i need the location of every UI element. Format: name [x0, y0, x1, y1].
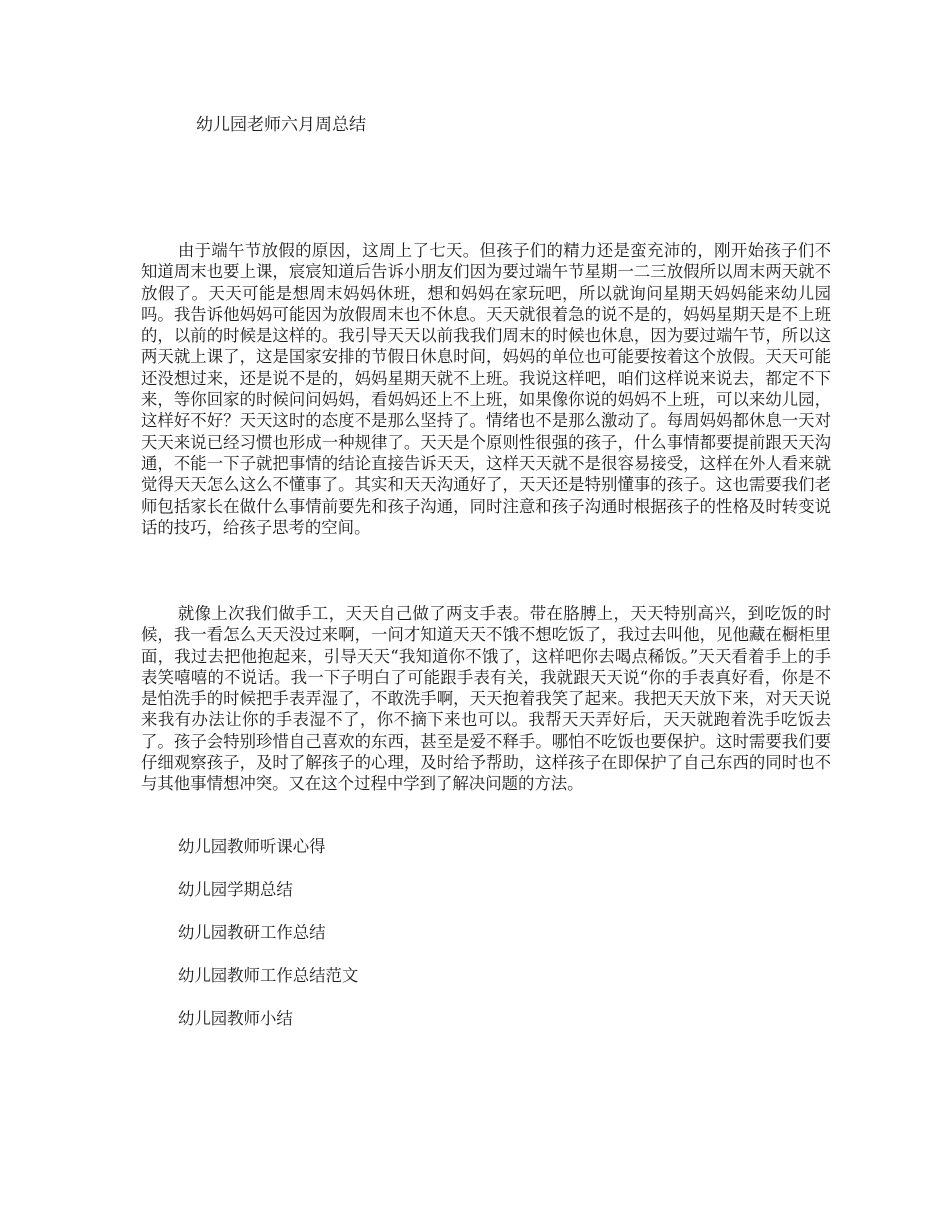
related-link-research-summary[interactable]: 幼儿园教研工作总结	[178, 923, 326, 942]
related-link-teacher-brief[interactable]: 幼儿园教师小结	[178, 1009, 293, 1028]
document-title: 幼儿园老师六月周总结	[196, 115, 366, 135]
body-paragraph-1: 由于端午节放假的原因，这周上了七天。但孩子们的精力还是蛮充沛的，刚开始孩子们不知道周末也要上课，宸宸知道后告诉小朋友们因为要过端午节星期一二三放假所以周末两天就不放假了。天天可能是想周末妈妈休班，想和妈妈在家玩吧，所以就询问星期天妈妈能来幼儿园吗。我告诉他妈妈可能因为放假周末也不休息。天天就很着急的说不是的，妈妈星期天是不上班的，以前的时候是这样的。我引导天天以前我我们周末的时候也休息，因为要过端午节，所以这两天就上课了，这是国家安排的节假日休息时间，妈妈的单位也可能要按着这个放假。天天可能还没想过来，还是说不是的，妈妈星期天就不上班。我说这样吧，咱们这样说来说去，都定不下来，等你回家的时候问问妈妈，看妈妈还上不上班，如果像你说的妈妈不上班，可以来幼儿园，这样好不好？天天这时的态度不是那么坚持了。情绪也不是那么激动了。每周妈妈都休息一天对天天来说已经习惯也形成一种规律了。天天是个原则性很强的孩子，什么事情都要提前跟天天沟通，不能一下子就把事情的结论直接告诉天天，这样天天就不是很容易接受，这样在外人看来就觉得天天怎么这么不懂事了。其实和天天沟通好了，天天还是特别懂事的孩子。这也需要我们老师包括家长在做什么事情前要先和孩子沟通，同时注意和孩子沟通时根据孩子的性格及时转变说话的技巧，给孩子思考的空间。	[141, 241, 831, 537]
related-articles-list	[178, 836, 358, 1051]
related-link-work-summary-sample[interactable]: 幼儿园教师工作总结范文	[178, 966, 359, 985]
related-link-semester-summary[interactable]: 幼儿园学期总结	[178, 880, 293, 899]
related-link-listening-notes[interactable]: 幼儿园教师听课心得	[178, 837, 326, 856]
body-paragraph-2: 就像上次我们做手工，天天自己做了两支手表。带在胳膊上，天天特别高兴，到吃饭的时候，我一看怎么天天没过来啊，一问才知道天天不饿不想吃饭了，我过去叫他，见他藏在橱柜里面，我过去把他抱起来，引导天天“我知道你不饿了，这样吧你去喝点稀饭。”天天看着手上的手表笑嘻嘻的不说话。我一下子明白了可能跟手表有关，我就跟天天说“你的手表真好看，你是不是怕洗手的时候把手表弄湿了，不敢洗手啊，天天抱着我笑了起来。我把天天放下来，对天天说来我有办法让你的手表湿不了，你不摘下来也可以。我帮天天弄好后，天天就跑着洗手吃饭去了。孩子会特别珍惜自己喜欢的东西，甚至是爱不释手。哪怕不吃饭也要保护。这时需要我们要仔细观察孩子，及时了解孩子的心理，及时给予帮助，这样孩子在即保护了自己东西的同时也不与其他事情想冲突。又在这个过程中学到了解决问题的方法。	[141, 604, 831, 794]
